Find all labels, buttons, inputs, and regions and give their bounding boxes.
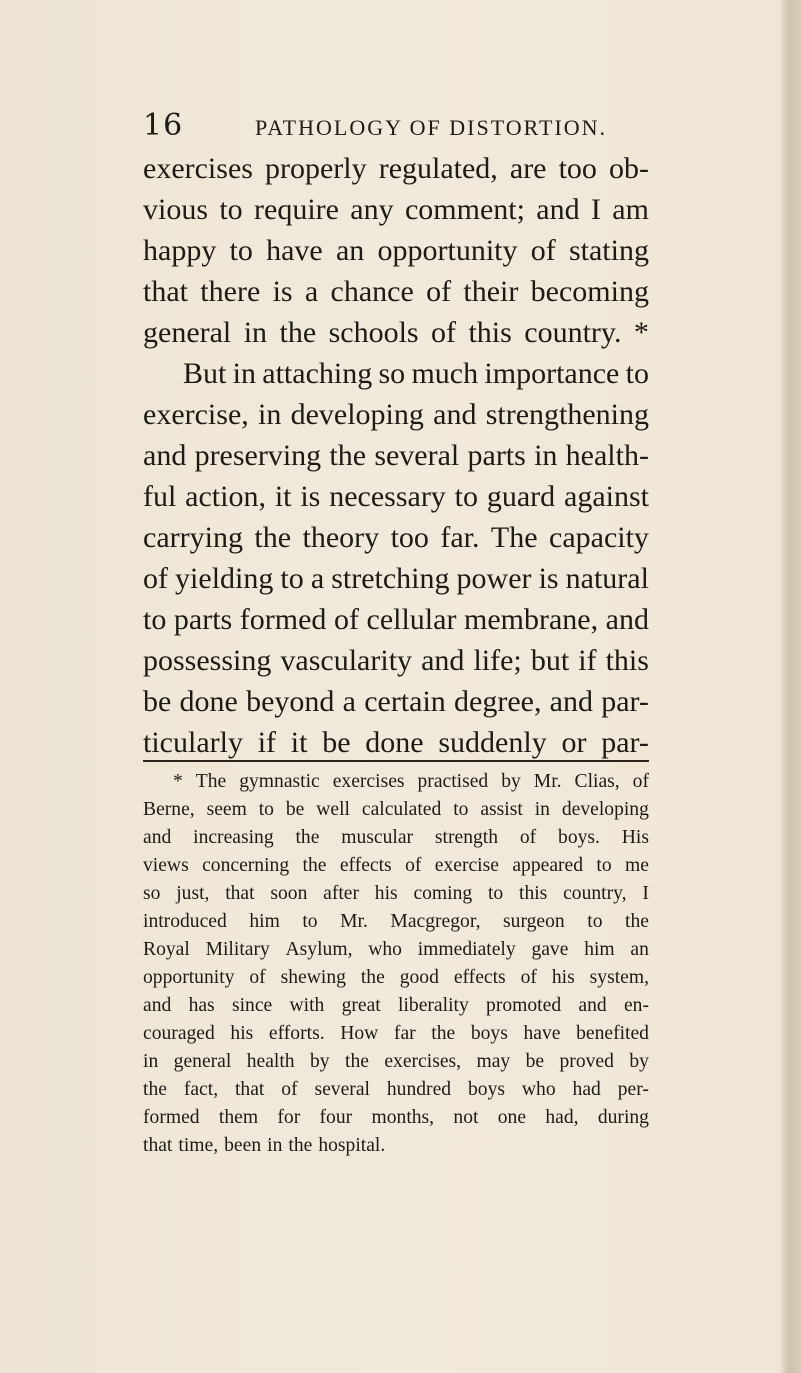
footnote-line: views concerning the effects of exercise appeared to me <box>143 855 649 876</box>
footnotes <box>143 768 649 1160</box>
body-text <box>143 148 649 763</box>
footnote-line: and has since with great liberality promoted and en- <box>143 995 649 1016</box>
footnote-line: Royal Military Asylum, who immediately gave him an <box>143 939 649 960</box>
body-line: possessing vascularity and life; but if this <box>143 644 649 677</box>
body-line: exercises properly regulated, are too ob- <box>143 152 649 185</box>
page-edge-shadow <box>779 0 801 1373</box>
footnote-line: couraged his efforts. How far the boys have benefited <box>143 1023 649 1044</box>
footnote-line: Berne, seem to be well calculated to assist in developing <box>143 799 649 820</box>
footnote-line: so just, that soon after his coming to this country, I <box>143 883 649 904</box>
footnote-line: the fact, that of several hundred boys who had per- <box>143 1079 649 1100</box>
footnote-line: that time, been in the hospital. <box>143 1135 386 1156</box>
body-line: vious to require any comment; and I am <box>143 193 649 226</box>
footnote-line: in general health by the exercises, may be proved by <box>143 1051 649 1072</box>
body-line: ticularly if it be done suddenly or par- <box>143 726 649 759</box>
body-line: carrying the theory too far. The capacity <box>143 521 649 554</box>
body-line: and preserving the several parts in health- <box>143 439 649 472</box>
body-line: to parts formed of cellular membrane, and <box>143 603 649 636</box>
footnote-line: formed them for four months, not one had, during <box>143 1107 649 1128</box>
body-line: of yielding to a stretching power is natural <box>143 562 649 595</box>
body-line: But in attaching so much importance to <box>183 357 649 390</box>
footnote-line: introduced him to Mr. Macgregor, surgeon to the <box>143 911 649 932</box>
body-line: general in the schools of this country. * <box>143 316 649 349</box>
running-title: PATHOLOGY OF DISTORTION. <box>255 115 608 140</box>
footnote-rule <box>143 760 649 762</box>
page-header <box>143 108 663 148</box>
body-line: ful action, it is necessary to guard against <box>143 480 649 513</box>
footnote-line: and increasing the muscular strength of boys. His <box>143 827 649 848</box>
body-line: be done beyond a certain degree, and par- <box>143 685 649 718</box>
footnote-line: opportunity of shewing the good effects of his system, <box>143 967 649 988</box>
page-number: 16 <box>143 108 184 143</box>
body-line: exercise, in developing and strengthening <box>143 398 649 431</box>
footnote-line: * The gymnastic exercises practised by Mr. Clias, of <box>173 771 649 792</box>
body-line: that there is a chance of their becoming <box>143 275 649 308</box>
body-line: happy to have an opportunity of stating <box>143 234 649 267</box>
